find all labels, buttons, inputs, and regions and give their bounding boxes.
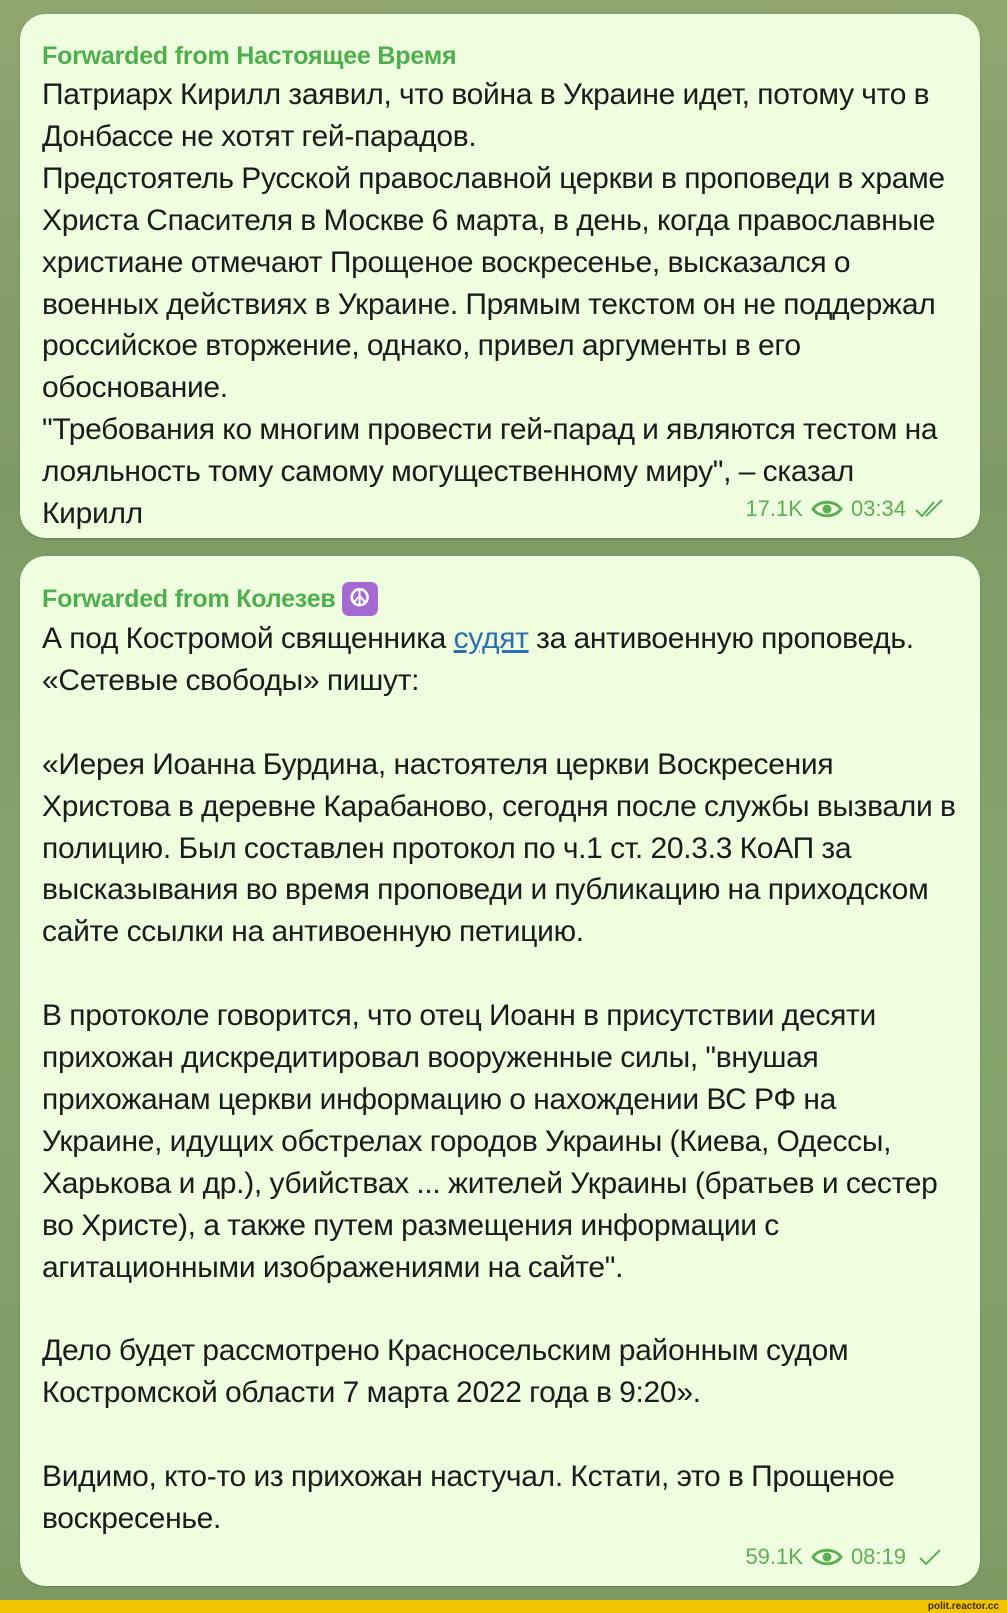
double-check-icon	[914, 499, 944, 519]
watermark-text: polit.reactor.cc	[927, 1601, 999, 1612]
watermark-bar	[0, 1600, 1007, 1613]
message-text-part: за антивоенную проповедь. «Сетевые свободы» пишут: «Иерея Иоанна Бурдина, настоятеля церкви Воскресения Христова в деревне Карабаново, сегодня после службы вызвали в полицию. Был составлен протокол по ч.1 ст. 20.3.3 КоАП за высказывания во время проповеди и публикацию на приходском сайте ссылки на антивоенную петицию. В протоколе говорится, что отец Иоанн в присутствии десяти прихожан дискредитировал вооруженные силы, "внушая прихожанам церкви информацию о нахождении ВС РФ на Украине, идущих обстрелах городов Украины (Киева, Одессы, Харькова и др.), убийствах ... жителей Украины (братьев и сестер во Христе), а также путем размещения информации с агитационными изображениями на сайте". Дело будет рассмотрено Красносельским районным судом Костромской области 7 марта 2022 года в 9:20». Видимо, кто-то из прихожан настучал. Кстати, это в Прощеное воскресенье.	[42, 622, 956, 1536]
message-bubble[interactable]	[20, 14, 980, 538]
eye-icon	[811, 1546, 843, 1568]
message-meta	[745, 496, 944, 522]
view-count: 59.1K	[745, 1544, 803, 1569]
message-meta	[745, 1544, 944, 1570]
message-text	[42, 618, 956, 1540]
message-text-part: А под Костромой священника	[42, 622, 454, 655]
forwarded-from-label[interactable]: Forwarded from Колезев	[42, 585, 336, 613]
forwarded-from-label[interactable]: Forwarded from Настоящее Время	[42, 42, 457, 70]
message-text: Патриарх Кирилл заявил, что война в Украине идет, потому что в Донбассе не хотят гей-парадов. Предстоятель Русской православной церкви в проповеди в храме Христа Спасителя в Москве 6 марта, в день, когда православные христиане отмечают Прощеное воскресенье, высказался о военных действиях в Украине. Прямым текстом он не поддержал российское вторжение, однако, привел аргументы в его обоснование. "Требования ко многим провести гей-парад и являются тестом на лояльность тому самому могущественному миру", – сказал Кирилл	[42, 78, 945, 531]
check-icon	[914, 1547, 944, 1567]
eye-icon	[811, 498, 843, 520]
message-time: 03:34	[850, 496, 906, 521]
message-time: 08:19	[850, 1544, 906, 1569]
view-count: 17.1K	[745, 496, 803, 521]
message-bubble[interactable]	[20, 556, 980, 1586]
forwarded-from-link[interactable]	[42, 582, 956, 616]
message-link[interactable]: судят	[453, 622, 529, 655]
forwarded-from-link[interactable]	[42, 40, 956, 72]
peace-symbol-icon: ☮	[342, 582, 378, 616]
